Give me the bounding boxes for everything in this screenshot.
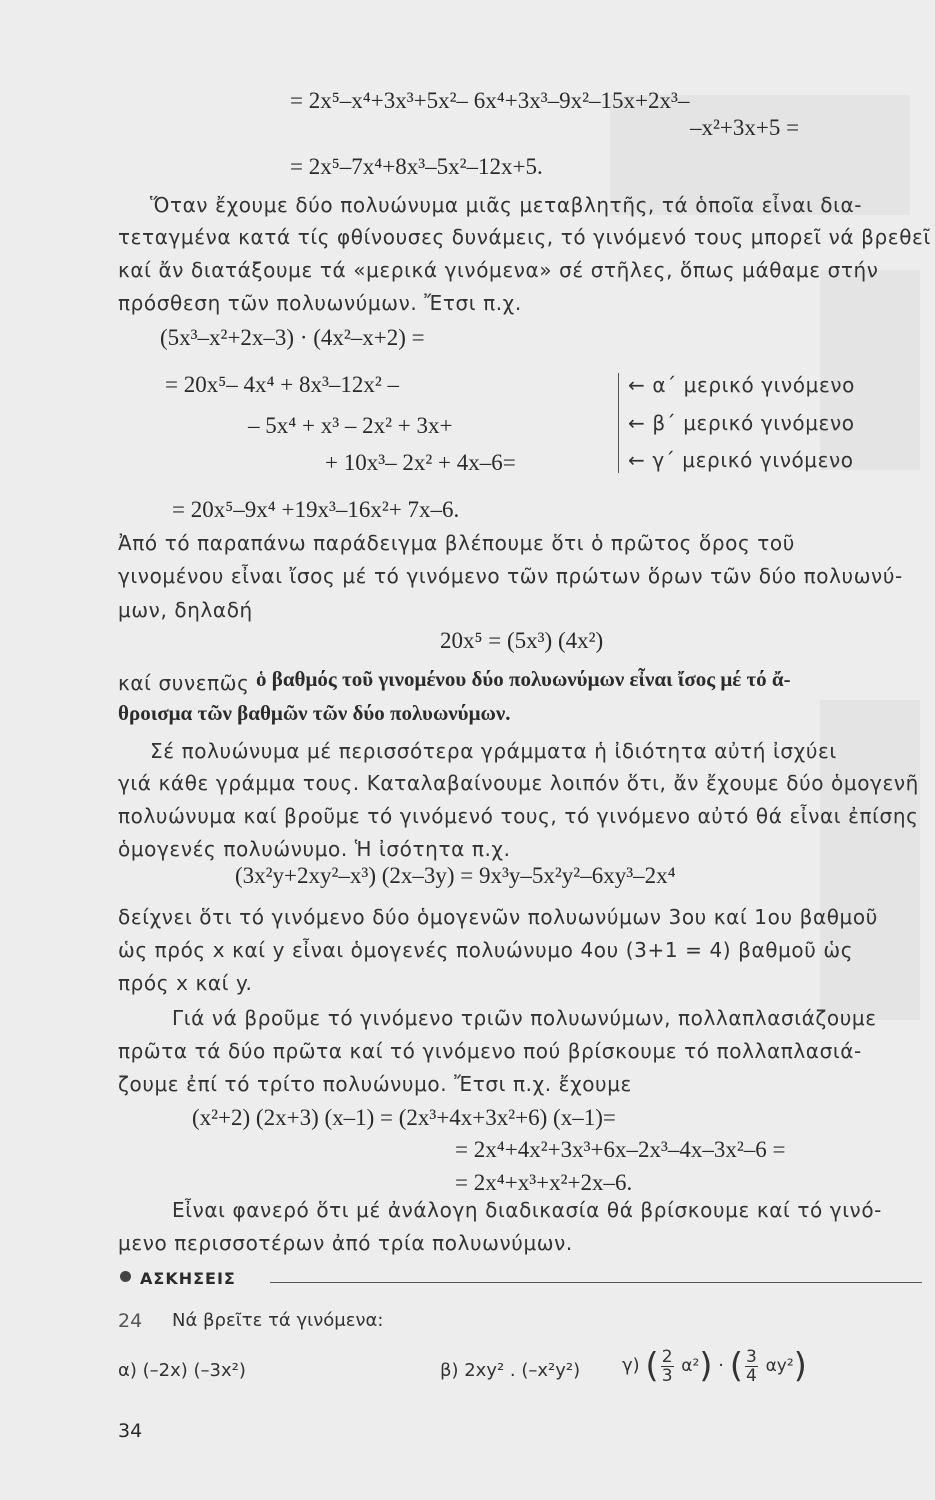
text-line: = 2x⁴+4x²+3x³+6x–2x³–4x–3x²–6 = <box>455 1137 786 1162</box>
bullet-icon <box>120 1271 131 1282</box>
paren-close: ) <box>699 1346 713 1386</box>
paren-open: ( <box>729 1346 744 1386</box>
text-line: Γιά νά βροῦμε τό γινόμενο τριῶν πολυωνύμων, πολλαπλασιάζουμε <box>172 1006 877 1030</box>
partial-products-bracket <box>608 373 619 473</box>
text-line: καί συνεπῶς <box>118 671 250 695</box>
text-line: – 5x⁴ + x³ – 2x² + 3x+ <box>248 413 453 438</box>
text-line: ὁ βαθμός τοῦ γινομένου δύο πολυωνύμων εἶναι ἴσος μέ τό ἄ- <box>256 667 791 691</box>
text-line: (3x²y+2xy²–x³) (2x–3y) = 9x³y–5x²y²–6xy³–2x⁴ <box>235 863 676 888</box>
text-line: γινομένου εἶναι ἴσος μέ τό γινόμενο τῶν πρώτων ὅρων τῶν δύο πολυωνύ- <box>118 564 903 588</box>
text-line: Ἀπό τό παραπάνω παράδειγμα βλέπουμε ὅτι ὁ πρῶτος ὅρος τοῦ <box>118 531 795 555</box>
text-line: ← β΄ μερικό γινόμενο <box>628 411 855 435</box>
text-line: (5x³–x²+2x–3) · (4x²–x+2) = <box>160 325 425 350</box>
text-line: ζουμε ἐπί τό τρίτο πολυώνυμο. Ἔτσι π.χ. ἔχουμε <box>118 1072 632 1096</box>
fraction-variable: αy² <box>765 1356 794 1376</box>
section-rule <box>270 1282 922 1283</box>
text-line: = 20x⁵– 4x⁴ + 8x³–12x² – <box>165 372 400 397</box>
exercise-part-a: α) (–2x) (–3x²) <box>118 1360 246 1381</box>
text-line: –x²+3x+5 = <box>690 115 800 140</box>
text-line: = 2x⁴+x³+x²+2x–6. <box>455 1170 633 1195</box>
text-line: = 2x⁵–7x⁴+8x³–5x²–12x+5. <box>290 154 543 179</box>
text-line: μενο περισσοτέρων ἀπό τρία πολυωνύμων. <box>118 1231 573 1255</box>
paren-open: ( <box>645 1346 659 1386</box>
exercise-prompt: Νά βρεῖτε τά γινόμενα: <box>172 1310 384 1331</box>
fraction-denominator: 3 <box>661 1365 673 1386</box>
text-line: γιά κάθε γράμμα τους. Καταλαβαίνουμε λοιπόν ὅτι, ἄν ἔχουμε δύο ὁμογενῆ <box>118 771 919 795</box>
text-line: τεταγμένα κατά τίς φθίνουσες δυνάμεις, τό γινόμενό τους μπορεῖ νά βρεθεῖ <box>118 225 931 249</box>
text-line: ← γ΄ μερικό γινόμενο <box>628 448 854 472</box>
text-line: Σέ πολυώνυμα μέ περισσότερα γράμματα ἡ ἰδιότητα αὐτή ἰσχύει <box>150 739 837 763</box>
text-line: πρόσθεση τῶν πολυωνύμων. Ἔτσι π.χ. <box>118 291 522 315</box>
text-line: πρός x καί y. <box>118 971 253 995</box>
text-line: Εἶναι φανερό ὅτι μέ ἀνάλογη διαδικασία θά βρίσκουμε καί τό γινό- <box>172 1198 882 1222</box>
text-line: ὡς πρός x καί y εἶναι ὁμογενές πολυώνυμο 4ου (3+1 = 4) βαθμοῦ ὡς <box>118 938 854 962</box>
dot-operator: · <box>718 1355 725 1376</box>
text-line: πρῶτα τά δύο πρῶτα καί τό γινόμενο πού βρίσκουμε τό πολλαπλασιά- <box>118 1039 862 1063</box>
fraction-numerator: 2 <box>661 1346 673 1367</box>
page-number: 34 <box>118 1420 143 1442</box>
text-line: δείχνει ὅτι τό γινόμενο δύο ὁμογενῶν πολυωνύμων 3ου καί 1ου βαθμοῦ <box>118 905 878 929</box>
text-line: = 20x⁵–9x⁴ +19x³–16x²+ 7x–6. <box>172 497 460 522</box>
text-line: ὁμογενές πολυώνυμο. Ἡ ἰσότητα π.χ. <box>118 837 511 861</box>
fraction-denominator: 4 <box>746 1365 757 1386</box>
fraction <box>661 1348 674 1385</box>
fraction-variable: α² <box>681 1356 700 1376</box>
text-line: ← α΄ μερικό γινόμενο <box>628 373 855 397</box>
exercise-number: 24 <box>118 1310 143 1332</box>
section-title: ΑΣΚΗΣΕΙΣ <box>140 1269 236 1288</box>
text-line: καί ἄν διατάξουμε τά «μερικά γινόμενα» σέ στῆλες, ὅπως μάθαμε στήν <box>118 258 879 282</box>
text-line: Ὅταν ἔχουμε δύο πολυώνυμα μιᾶς μεταβλητῆς, τά ὁποῖα εἶναι δια- <box>150 193 863 217</box>
text-line: + 10x³– 2x² + 4x–6= <box>325 450 516 475</box>
text-line: 20x⁵ = (5x³) (4x²) <box>440 628 604 653</box>
part-c-label: γ) <box>622 1355 640 1376</box>
exercise-part-b: β) 2xy² . (–x²y²) <box>440 1360 581 1381</box>
fraction <box>745 1348 758 1385</box>
paren-close: ) <box>793 1346 807 1386</box>
fraction-numerator: 3 <box>746 1346 757 1367</box>
text-line: πολυώνυμα καί βροῦμε τό γινόμενό τους, τό γινόμενο αὐτό θά εἶναι ἐπίσης <box>118 804 919 828</box>
text-line: (x²+2) (2x+3) (x–1) = (2x³+4x+3x²+6) (x–1)= <box>192 1105 616 1130</box>
text-line: μων, δηλαδή <box>118 598 253 622</box>
bleed-through-shadow <box>820 270 920 470</box>
text-line: θροισμα τῶν βαθμῶν τῶν δύο πολυωνύμων. <box>118 701 511 725</box>
text-line: = 2x⁵–x⁴+3x³+5x²– 6x⁴+3x³–9x²–15x+2x³– <box>290 88 690 113</box>
exercise-part-c <box>622 1346 807 1386</box>
